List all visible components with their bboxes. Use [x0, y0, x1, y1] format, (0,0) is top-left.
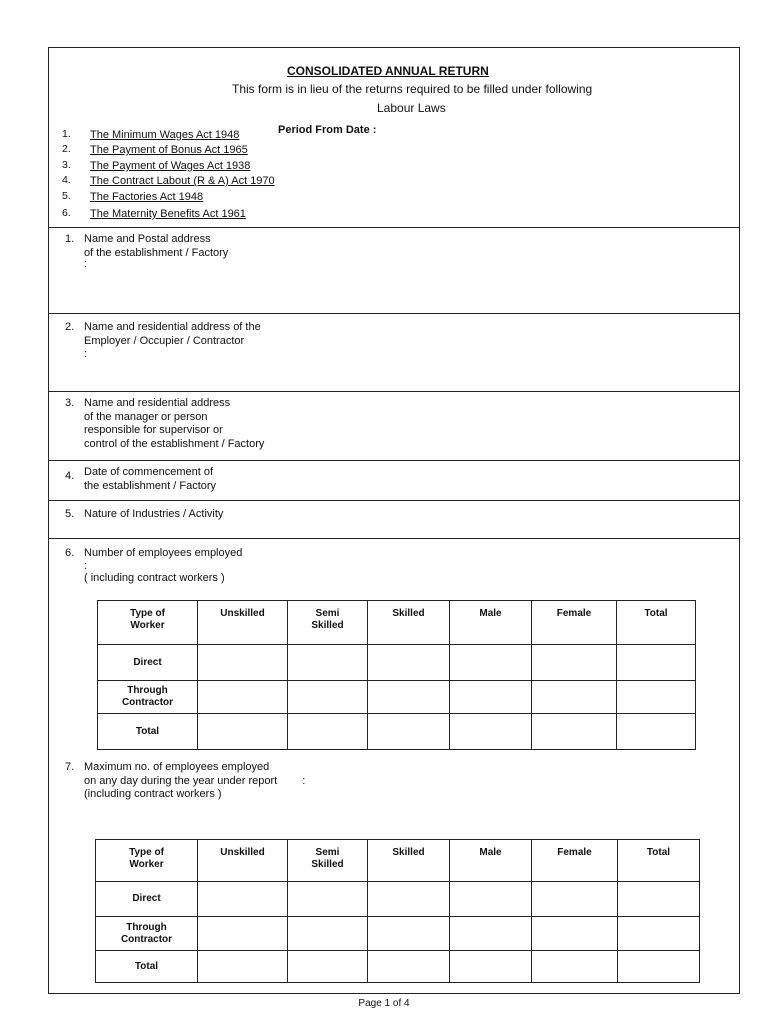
act-name: The Contract Labout (R & A) Act 1970 — [90, 175, 275, 187]
header-total: Total — [618, 840, 700, 882]
table-cell[interactable] — [532, 681, 617, 714]
header-type-of-worker: Type of Worker — [98, 601, 198, 645]
table-cell[interactable] — [368, 882, 450, 917]
section-number: 6. — [65, 547, 75, 559]
act-name: The Factories Act 1948 — [90, 191, 204, 203]
section-text: on any day during the year under report : — [84, 774, 306, 787]
section-text: Name and residential address — [84, 397, 231, 409]
section-number: 4. — [65, 470, 75, 482]
section-text: of the establishment / Factory — [84, 246, 229, 259]
row-label-total: Total — [96, 951, 198, 983]
table-cell[interactable] — [288, 951, 368, 983]
table-cell[interactable] — [532, 645, 617, 681]
act-number: 6. — [62, 207, 71, 219]
section-number: 1. — [65, 233, 75, 245]
row-label-direct: Direct — [98, 645, 198, 681]
section-divider — [48, 460, 740, 461]
table-cell[interactable] — [288, 645, 368, 681]
period-label: Period From Date : — [278, 124, 377, 136]
table-cell[interactable] — [198, 951, 288, 983]
table-row — [96, 951, 700, 983]
header-male: Male — [450, 840, 532, 882]
header-unskilled: Unskilled — [198, 601, 288, 645]
section-divider — [48, 313, 740, 314]
section-text: Name and Postal address — [84, 233, 211, 245]
section-colon: : — [84, 348, 88, 360]
table-cell[interactable] — [368, 951, 450, 983]
section-text: (including contract workers ) — [84, 788, 222, 800]
section-text: of the manager or person — [84, 410, 208, 423]
section-colon: : — [302, 774, 306, 787]
row-label-through-contractor: Through Contractor — [98, 681, 198, 714]
section-text: the establishment / Factory — [84, 479, 217, 492]
form-subtitle-line2: Labour Laws — [377, 101, 446, 115]
header-skilled: Skilled — [368, 601, 450, 645]
table-cell[interactable] — [368, 917, 450, 951]
table-cell[interactable] — [288, 882, 368, 917]
section-text: Name and residential address of the — [84, 321, 261, 333]
table-row — [98, 714, 696, 750]
header-female: Female — [532, 601, 617, 645]
table-cell[interactable] — [450, 645, 532, 681]
section-text: ( including contract workers ) — [84, 571, 225, 584]
table-cell[interactable] — [450, 681, 532, 714]
header-total: Total — [617, 601, 696, 645]
maximum-employees-table — [95, 839, 700, 983]
page-number: Page 1 of 4 — [358, 998, 410, 1009]
header-type-of-worker: Type of Worker — [96, 840, 198, 882]
row-label-total: Total — [98, 714, 198, 750]
table-cell[interactable] — [618, 917, 700, 951]
section-text: Employer / Occupier / Contractor — [84, 334, 245, 347]
header-semi-skilled: Semi Skilled — [288, 601, 368, 645]
section-divider — [48, 500, 740, 501]
table-row — [98, 681, 696, 714]
table-row — [96, 917, 700, 951]
table-cell[interactable] — [617, 681, 696, 714]
act-name: The Payment of Bonus Act 1965 — [90, 144, 248, 156]
table-cell[interactable] — [198, 882, 288, 917]
section-text: Date of commencement of — [84, 466, 214, 478]
table-cell[interactable] — [288, 917, 368, 951]
section-divider — [48, 391, 740, 392]
employees-table — [97, 600, 696, 750]
table-cell[interactable] — [617, 714, 696, 750]
table-cell[interactable] — [618, 951, 700, 983]
header-unskilled: Unskilled — [198, 840, 288, 882]
header-female: Female — [532, 840, 618, 882]
header-male: Male — [450, 601, 532, 645]
section-number: 7. — [65, 761, 75, 773]
table-cell[interactable] — [288, 714, 368, 750]
table-cell[interactable] — [532, 917, 618, 951]
table-cell[interactable] — [450, 882, 532, 917]
table-cell[interactable] — [532, 882, 618, 917]
act-number: 1. — [62, 128, 71, 140]
table-cell[interactable] — [450, 951, 532, 983]
header-skilled: Skilled — [368, 840, 450, 882]
table-cell[interactable] — [532, 714, 617, 750]
table-cell[interactable] — [617, 645, 696, 681]
form-title: CONSOLIDATED ANNUAL RETURN — [287, 64, 489, 78]
table-cell[interactable] — [368, 681, 450, 714]
section-divider — [48, 227, 740, 228]
section-divider — [48, 538, 740, 539]
act-number: 2. — [62, 143, 71, 155]
table-cell[interactable] — [198, 681, 288, 714]
section-number: 3. — [65, 397, 75, 409]
table-cell[interactable] — [368, 714, 450, 750]
table-cell[interactable] — [368, 645, 450, 681]
section-colon: : — [84, 559, 88, 572]
header-semi-skilled: Semi Skilled — [288, 840, 368, 882]
act-number: 5. — [62, 190, 71, 202]
section-text: Nature of Industries / Activity — [84, 508, 224, 520]
table-cell[interactable] — [450, 917, 532, 951]
table-cell[interactable] — [198, 714, 288, 750]
section-text: Number of employees employed — [84, 547, 243, 559]
table-cell[interactable] — [198, 645, 288, 681]
row-label-direct: Direct — [96, 882, 198, 917]
section-text: Maximum no. of employees employed — [84, 761, 270, 773]
form-subtitle-line1: This form is in lieu of the returns required to be filled under following — [232, 82, 593, 96]
row-label-through-contractor: Through Contractor — [96, 917, 198, 951]
table-cell[interactable] — [288, 681, 368, 714]
section-text: responsible for supervisor or — [84, 424, 223, 436]
section-number: 5. — [65, 508, 75, 520]
act-number: 4. — [62, 174, 71, 186]
table-cell[interactable] — [618, 882, 700, 917]
act-name: The Payment of Wages Act 1938 — [90, 160, 251, 172]
table-cell[interactable] — [450, 714, 532, 750]
section-colon: : — [84, 258, 88, 270]
table-row — [96, 882, 700, 917]
act-name: The Maternity Benefits Act 1961 — [90, 208, 246, 220]
table-cell[interactable] — [532, 951, 618, 983]
act-name: The Minimum Wages Act 1948 — [90, 129, 240, 141]
table-cell[interactable] — [198, 917, 288, 951]
table-row — [98, 645, 696, 681]
section-number: 2. — [65, 321, 75, 333]
section-text: control of the establishment / Factory — [84, 437, 265, 450]
act-number: 3. — [62, 159, 71, 171]
